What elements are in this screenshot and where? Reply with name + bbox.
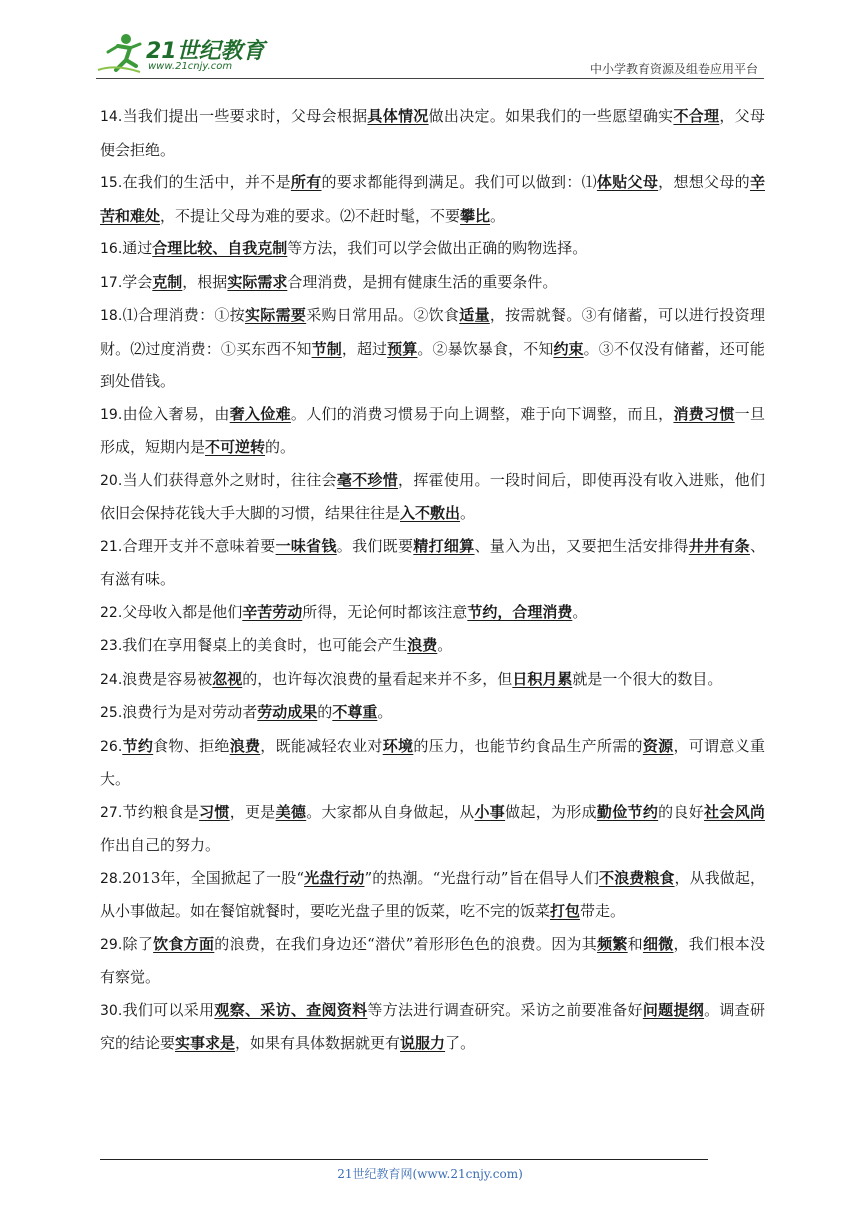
keyword: 忽视 (212, 669, 243, 688)
item-text: 2013年，全国掀起了一股“ (122, 868, 305, 887)
item-text: ，我们根本没有察觉。 (100, 934, 765, 986)
keyword: 细微 (642, 934, 674, 953)
list-item (100, 730, 765, 796)
keyword: 一味省钱 (275, 536, 337, 555)
keyword: 不尊重 (332, 703, 378, 721)
logo-text: 21世纪教育 (146, 39, 265, 64)
item-number: 17. (100, 274, 123, 291)
keyword: 辛苦劳动 (242, 602, 303, 621)
keyword: 奢入俭难 (229, 404, 291, 423)
item-text: 合理开支并不意味着要 (122, 536, 276, 555)
site-logo[interactable] (96, 30, 266, 78)
item-text: 我们在享用餐桌上的美食时，也可能会产生 (122, 636, 408, 654)
item-number: 22. (100, 604, 123, 621)
list-item (100, 696, 765, 730)
item-text: 等方法进行调查研究。采访之前要准备好 (367, 1000, 643, 1019)
list-item (100, 994, 765, 1060)
item-text: 就是一个很大的数目。 (572, 669, 723, 688)
item-number: 27. (100, 804, 123, 821)
list-item (100, 663, 765, 697)
keyword: 不可逆转 (205, 438, 266, 456)
list-item (100, 629, 765, 663)
item-number: 20. (100, 472, 123, 489)
item-text: ，从我做起，从小事做起。如在餐馆就餐时，要吃光盘子里的饭菜，吃不完的饭菜 (100, 868, 765, 920)
keyword: 打包 (550, 902, 581, 920)
item-text: 的要求都能得到满足。我们可以做到：⑴ (321, 173, 597, 191)
footer-divider (100, 1159, 708, 1160)
item-text: ，按需就餐。③有储蓄，可以进行投资理财。⑵过度消费：①买东西不知 (100, 306, 765, 358)
item-text: 所得，无论何时都该注意 (302, 602, 468, 621)
item-text: 。③不仅没有储蓄，还可能到处借钱。 (100, 339, 765, 390)
item-text: 浪费是容易被 (122, 669, 213, 688)
item-number: 24. (100, 671, 123, 688)
keyword: 具体情况 (367, 107, 429, 125)
item-text: 和 (627, 934, 643, 953)
item-text: ，不提让父母为难的要求。⑵不赶时髦，不要 (160, 206, 461, 225)
keyword: 浪费 (229, 736, 261, 755)
keyword: 井井有条 (688, 536, 750, 555)
keyword: 预算 (387, 339, 418, 358)
keyword: 辛苦和难处 (100, 173, 765, 225)
item-number: 30. (100, 1002, 123, 1019)
list-item (100, 232, 765, 266)
item-text: 、有滋有味。 (100, 536, 765, 588)
item-number: 25. (100, 705, 123, 721)
item-text: 的压力，也能节约食品生产所需的 (413, 736, 643, 755)
item-text: 由俭入奢易，由 (122, 404, 230, 423)
keyword: 浪费 (407, 636, 438, 654)
item-text: 。 (460, 504, 476, 522)
list-item (100, 862, 765, 928)
keyword: 节约，合理消费 (467, 602, 573, 621)
item-text: 。 (377, 703, 393, 721)
keyword: 美德 (275, 802, 307, 821)
item-text: 的浪费，在我们身边还“潜伏”着形形色色的浪费。因为其 (214, 934, 598, 953)
item-text: 。我们既要 (336, 536, 414, 555)
item-text: 做出决定。如果我们的一些愿望确实 (428, 107, 674, 125)
keyword: 资源 (642, 736, 674, 755)
item-number: 29. (100, 936, 123, 953)
platform-name: 中小学教育资源及组卷应用平台 (589, 62, 758, 76)
item-number: 16. (100, 241, 123, 257)
item-text: 当人们获得意外之财时，往往会 (122, 470, 337, 489)
list-item (100, 100, 765, 166)
item-text: ⑴合理消费：①按 (122, 306, 245, 324)
item-text: ，超过 (341, 339, 388, 358)
item-text: ，更是 (229, 802, 276, 821)
item-number: 19. (100, 406, 123, 423)
item-text: 我们可以采用 (122, 1000, 215, 1019)
keyword: 节约 (122, 736, 154, 755)
keyword: 勤俭节约 (596, 802, 659, 821)
keyword: 约束 (553, 339, 584, 358)
keyword: 日积月累 (512, 669, 573, 688)
item-number: 21. (100, 538, 123, 555)
item-text: 除了 (122, 934, 154, 953)
item-text: 节约粮食是 (122, 802, 200, 821)
item-text: 的。 (265, 438, 296, 456)
item-text: 。人们的消费习惯易于向上调整，难于向下调整，而且， (290, 404, 674, 423)
keyword: 问题提纲 (642, 1000, 705, 1019)
item-text: 的 (317, 703, 333, 721)
item-text: 父母收入都是他们 (122, 602, 243, 621)
item-text: 等方法，我们可以学会做出正确的购物选择。 (287, 239, 588, 257)
item-text: 在我们的生活中，并不是 (122, 173, 291, 191)
list-item (100, 398, 765, 464)
keyword: 实事求是 (175, 1034, 236, 1052)
list-item (100, 166, 765, 232)
keyword: 合理比较、自我克制 (152, 239, 288, 257)
keyword: 频繁 (597, 934, 628, 953)
keyword: 饮食方面 (153, 934, 215, 953)
keyword: 光盘行动 (304, 868, 365, 887)
keyword: 消费习惯 (673, 404, 735, 423)
keyword: 攀比 (460, 206, 491, 225)
list-item (100, 796, 765, 862)
keyword: 所有 (290, 173, 322, 191)
keyword: 小事 (474, 802, 506, 821)
item-text: 做起，为形成 (505, 802, 597, 821)
list-item (100, 464, 765, 530)
item-text: ，父母便会拒绝。 (100, 107, 765, 159)
keyword: 节制 (311, 339, 342, 358)
keyword: 克制 (152, 272, 183, 291)
item-text: ”的热潮。“光盘行动”旨在倡导人们 (364, 868, 600, 887)
item-text: 。 (572, 602, 588, 621)
keyword: 实际需要 (244, 306, 307, 324)
item-text: 。 (490, 206, 506, 225)
item-text: 了。 (445, 1034, 476, 1052)
item-text: 。大家都从自身做起，从 (306, 802, 475, 821)
item-text: ，可谓意义重大。 (100, 736, 765, 788)
keyword: 体贴父母 (596, 173, 659, 191)
list-item (100, 266, 765, 300)
item-text: 作出自己的努力。 (100, 836, 221, 854)
document-body (100, 100, 765, 1060)
list-item (100, 530, 765, 596)
item-text: 、量入为出，又要把生活安排得 (474, 536, 689, 555)
item-number: 26. (100, 738, 123, 755)
item-text: ，根据 (182, 272, 228, 291)
runner-icon (96, 30, 148, 78)
item-number: 28. (100, 870, 123, 887)
keyword: 不浪费粮食 (599, 868, 675, 887)
item-text: 食物、拒绝 (153, 736, 230, 755)
item-text: 带走。 (580, 902, 626, 920)
item-text: 学会 (122, 272, 153, 291)
item-number: 18. (100, 308, 123, 324)
item-text: 的，也许每次浪费的量看起来并不多，但 (242, 669, 513, 688)
keyword: 实际需求 (227, 272, 288, 291)
item-number: 23. (100, 638, 123, 654)
item-number: 15. (100, 175, 123, 191)
item-text: 。调查研究的结论要 (100, 1000, 765, 1052)
item-text: 采购日常用品。②饮食 (306, 306, 460, 324)
keyword: 环境 (382, 736, 414, 755)
item-text: 一旦形成，短期内是 (100, 404, 765, 456)
keyword: 社会风尚 (704, 802, 765, 821)
list-item (100, 596, 765, 630)
keyword: 适量 (459, 306, 490, 324)
item-number: 14. (100, 109, 123, 125)
keyword: 说服力 (400, 1034, 446, 1052)
page-header (96, 30, 764, 80)
item-text: 通过 (122, 239, 153, 257)
item-text: 当我们提出一些要求时，父母会根据 (122, 107, 368, 125)
item-text: 。 (437, 636, 453, 654)
keyword: 观察、采访、查阅资料 (214, 1000, 368, 1019)
logo-url: www.21cnjy.com (148, 61, 233, 72)
keyword: 入不敷出 (400, 504, 461, 522)
item-text: 浪费行为是对劳动者 (122, 703, 258, 721)
list-item (100, 299, 765, 398)
item-text: 的良好 (658, 802, 705, 821)
item-text: 。②暴饮暴食，不知 (417, 339, 554, 358)
keyword: 不合理 (673, 107, 720, 125)
keyword: 习惯 (199, 802, 230, 821)
footer-link[interactable]: 21世纪教育网(www.21cnjy.com) (337, 1167, 523, 1181)
item-text: ，想想父母的 (658, 173, 750, 191)
item-text: 合理消费，是拥有健康生活的重要条件。 (287, 272, 558, 291)
header-divider (96, 78, 764, 79)
keyword: 毫不珍惜 (336, 470, 399, 489)
keyword: 劳动成果 (257, 703, 318, 721)
keyword: 精打细算 (413, 536, 475, 555)
item-text: ，如果有具体数据就更有 (235, 1034, 401, 1052)
item-text: ，挥霍使用。一段时间后，即使再没有收入进账，他们依旧会保持花钱大手大脚的习惯，结果往往是 (100, 470, 765, 522)
list-item (100, 928, 765, 994)
item-text: ，既能减轻农业对 (260, 736, 383, 755)
